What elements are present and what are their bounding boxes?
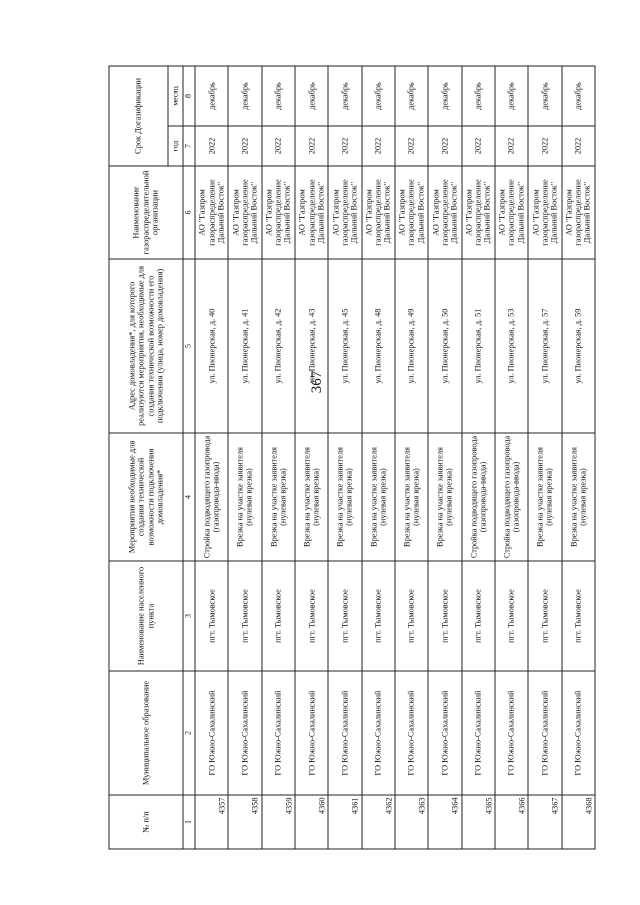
row-address: ул. Пионерская, д. 43: [295, 259, 328, 433]
row-event: Врезка на участке заявителя (нулевая врезка): [428, 433, 461, 561]
row-organization: АО "Газпром газораспределение Дальний Восток": [428, 166, 461, 259]
row-month: декабрь: [195, 66, 228, 126]
table-row: [362, 66, 395, 849]
table-row: [295, 66, 328, 849]
row-year: 2022: [262, 126, 295, 166]
row-municipality: ГО Южно-Сахалинский: [195, 671, 228, 795]
row-settlement: пгт. Тымовское: [295, 561, 328, 671]
header-organization: Наименование газораспределительной организации: [109, 166, 183, 259]
row-event: Врезка на участке заявителя (нулевая врезка): [528, 433, 561, 561]
row-address: ул. Пионерская, д. 57: [528, 259, 561, 433]
row-year: 2022: [195, 126, 228, 166]
row-year: 2022: [295, 126, 328, 166]
row-organization: АО "Газпром газораспределение Дальний Восток": [328, 166, 361, 259]
row-settlement: пгт. Тымовское: [228, 561, 261, 671]
header-month: месяц: [168, 66, 183, 126]
row-year: 2022: [428, 126, 461, 166]
row-month: декабрь: [462, 66, 495, 126]
row-number: 4360: [295, 795, 328, 849]
row-event: Стройка подводящего газопровода (газопровода-ввода): [495, 433, 528, 561]
table-row: [328, 66, 361, 849]
row-organization: АО "Газпром газораспределение Дальний Восток": [495, 166, 528, 259]
table-row: [228, 66, 261, 849]
row-address: ул. Пионерская, д. 48: [362, 259, 395, 433]
row-organization: АО "Газпром газораспределение Дальний Восток": [228, 166, 261, 259]
row-event: Врезка на участке заявителя (нулевая врезка): [262, 433, 295, 561]
row-organization: АО "Газпром газораспределение Дальний Восток": [395, 166, 428, 259]
row-number: 4368: [562, 795, 595, 849]
row-address: ул. Пионерская, д. 53: [495, 259, 528, 433]
col-number: 6: [183, 166, 195, 259]
row-address: ул. Пионерская, д. 51: [462, 259, 495, 433]
row-settlement: пгт. Тымовское: [395, 561, 428, 671]
col-number: 5: [183, 259, 195, 433]
row-address: ул. Пионерская, д. 40: [195, 259, 228, 433]
row-event: Врезка на участке заявителя (нулевая врезка): [395, 433, 428, 561]
row-organization: АО "Газпром газораспределение Дальний Восток": [562, 166, 595, 259]
row-number: 4363: [395, 795, 428, 849]
row-organization: АО "Газпром газораспределение Дальний Восток": [195, 166, 228, 259]
row-settlement: пгт. Тымовское: [462, 561, 495, 671]
col-number: 3: [183, 561, 195, 671]
row-event: Врезка на участке заявителя (нулевая врезка): [362, 433, 395, 561]
row-number: 4365: [462, 795, 495, 849]
row-settlement: пгт. Тымовское: [195, 561, 228, 671]
row-municipality: ГО Южно-Сахалинский: [295, 671, 328, 795]
row-municipality: ГО Южно-Сахалинский: [462, 671, 495, 795]
row-month: декабрь: [395, 66, 428, 126]
col-number: 4: [183, 433, 195, 561]
row-settlement: пгт. Тымовское: [528, 561, 561, 671]
table-row: [495, 66, 528, 849]
row-settlement: пгт. Тымовское: [428, 561, 461, 671]
row-address: ул. Пионерская, д. 50: [428, 259, 461, 433]
col-number: 1: [183, 795, 195, 849]
row-municipality: ГО Южно-Сахалинский: [562, 671, 595, 795]
row-year: 2022: [528, 126, 561, 166]
table-container: [109, 67, 596, 850]
row-organization: АО "Газпром газораспределение Дальний Восток": [295, 166, 328, 259]
row-number: 4357: [195, 795, 228, 849]
row-address: ул. Пионерская, д. 45: [328, 259, 361, 433]
header-num: № п/п: [109, 795, 183, 849]
page-number: 367: [309, 370, 325, 394]
row-event: Стройка подводящего газопровода (газопровода-ввода): [195, 433, 228, 561]
header-municipality: Муниципальное образование: [109, 671, 183, 795]
row-number: 4359: [262, 795, 295, 849]
row-settlement: пгт. Тымовское: [362, 561, 395, 671]
row-month: декабрь: [428, 66, 461, 126]
table-row: [195, 66, 228, 849]
row-event: Врезка на участке заявителя (нулевая врезка): [228, 433, 261, 561]
gasification-table: [109, 65, 596, 849]
row-year: 2022: [462, 126, 495, 166]
row-settlement: пгт. Тымовское: [328, 561, 361, 671]
row-number: 4366: [495, 795, 528, 849]
row-year: 2022: [228, 126, 261, 166]
row-number: 4362: [362, 795, 395, 849]
header-events: Мероприятия необходимые для создания технической возможности подключения домовладения*: [109, 433, 183, 561]
col-number: 7: [183, 126, 195, 166]
row-address: ул. Пионерская, д. 41: [228, 259, 261, 433]
row-organization: АО "Газпром газораспределение Дальний Восток": [362, 166, 395, 259]
row-municipality: ГО Южно-Сахалинский: [228, 671, 261, 795]
row-settlement: пгт. Тымовское: [562, 561, 595, 671]
table-row: [428, 66, 461, 849]
row-event: Врезка на участке заявителя (нулевая врезка): [295, 433, 328, 561]
row-year: 2022: [328, 126, 361, 166]
col-number: 2: [183, 671, 195, 795]
row-address: ул. Пионерская, д. 42: [262, 259, 295, 433]
row-organization: АО "Газпром газораспределение Дальний Восток": [528, 166, 561, 259]
row-month: декабрь: [528, 66, 561, 126]
row-organization: АО "Газпром газораспределение Дальний Восток": [262, 166, 295, 259]
row-organization: АО "Газпром газораспределение Дальний Восток": [462, 166, 495, 259]
row-year: 2022: [495, 126, 528, 166]
row-event: Врезка на участке заявителя (нулевая врезка): [562, 433, 595, 561]
row-year: 2022: [562, 126, 595, 166]
row-number: 4364: [428, 795, 461, 849]
header-year: год: [168, 126, 183, 166]
row-settlement: пгт. Тымовское: [262, 561, 295, 671]
header-address: Адрес домовладения*, для которого реализуются мероприятия, необходимые для создания технической возможности его подключения (улица, номер домовладения): [109, 259, 183, 433]
table-row: [262, 66, 295, 849]
table-row: [462, 66, 495, 849]
row-number: 4367: [528, 795, 561, 849]
row-municipality: ГО Южно-Сахалинский: [428, 671, 461, 795]
row-address: ул. Пионерская, д. 59: [562, 259, 595, 433]
row-month: декабрь: [362, 66, 395, 126]
col-number: 8: [183, 66, 195, 126]
row-municipality: ГО Южно-Сахалинский: [362, 671, 395, 795]
row-settlement: пгт. Тымовское: [495, 561, 528, 671]
row-month: декабрь: [328, 66, 361, 126]
row-number: 4361: [328, 795, 361, 849]
table-row: [528, 66, 561, 849]
header-settlement: Наименование населенного пункта: [109, 561, 183, 671]
row-month: декабрь: [495, 66, 528, 126]
row-event: Стройка подводящего газопровода (газопровода-ввода): [462, 433, 495, 561]
row-municipality: ГО Южно-Сахалинский: [262, 671, 295, 795]
table-row: [395, 66, 428, 849]
header-deadline: Срок Догазификации: [109, 66, 168, 166]
row-municipality: ГО Южно-Сахалинский: [328, 671, 361, 795]
row-municipality: ГО Южно-Сахалинский: [395, 671, 428, 795]
row-year: 2022: [395, 126, 428, 166]
row-month: декабрь: [228, 66, 261, 126]
row-month: декабрь: [562, 66, 595, 126]
row-month: декабрь: [295, 66, 328, 126]
row-month: декабрь: [262, 66, 295, 126]
row-number: 4358: [228, 795, 261, 849]
row-municipality: ГО Южно-Сахалинский: [495, 671, 528, 795]
row-event: Врезка на участке заявителя (нулевая врезка): [328, 433, 361, 561]
row-year: 2022: [362, 126, 395, 166]
row-municipality: ГО Южно-Сахалинский: [528, 671, 561, 795]
table-row: [562, 66, 595, 849]
row-address: ул. Пионерская, д. 49: [395, 259, 428, 433]
